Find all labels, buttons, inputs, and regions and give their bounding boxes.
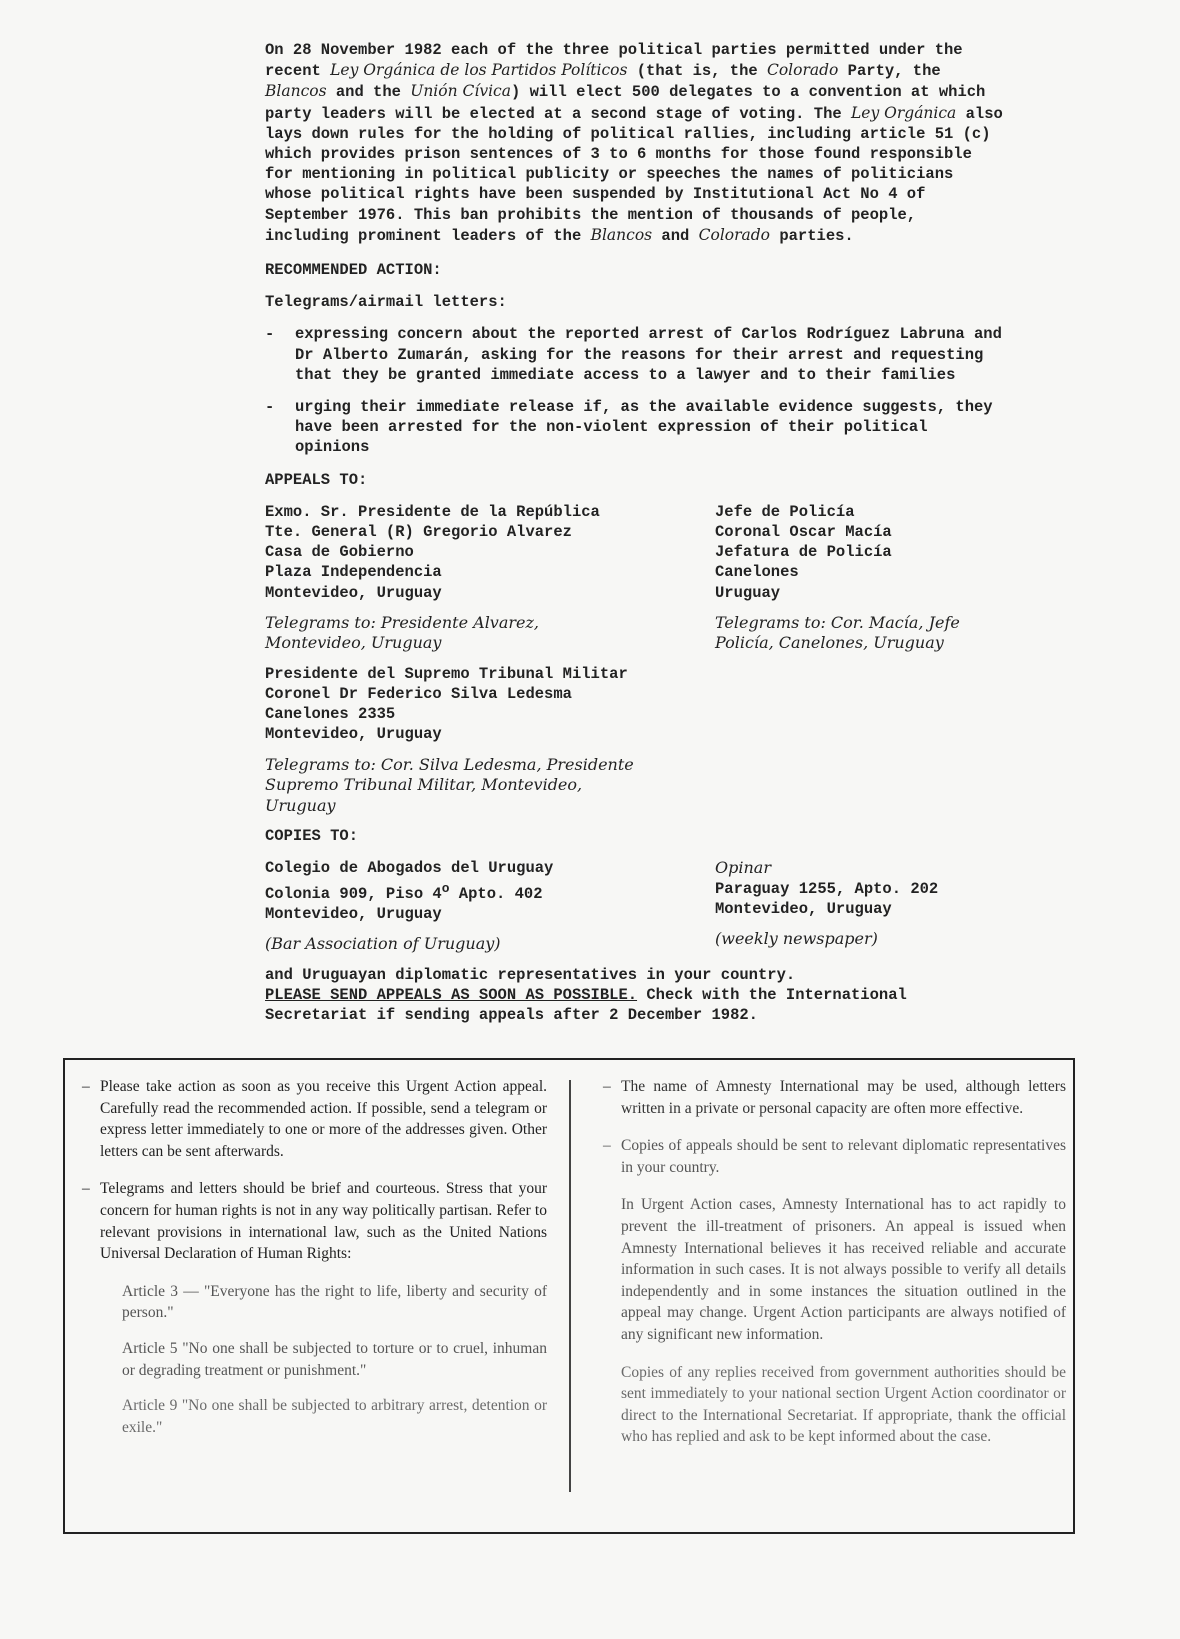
appeals-heading: APPEALS TO: — [265, 470, 368, 489]
party-name: Blancos — [590, 225, 653, 244]
text-run: Colonia 909, Piso 4 — [265, 884, 442, 903]
instruction-text: The name of Amnesty International may be used, although letters written in a private or personal capacity are often more effective. — [621, 1078, 1066, 1117]
diplomatic-line: and Uruguayan diplomatic representatives in your country. — [265, 965, 796, 984]
address-line: Jefatura de Policía — [715, 543, 892, 562]
telegram-instruction — [265, 613, 715, 654]
address-line: Presidente del Supremo Tribunal Militar — [265, 664, 628, 683]
party-name: Blancos — [265, 82, 327, 101]
law-title: Ley Orgánica de los Partidos Políticos — [330, 61, 628, 80]
bullet-dash: – — [603, 1137, 611, 1155]
bullet-dash: - — [265, 325, 275, 344]
article-3-quote: Article 3 — "Everyone has the right to life, liberty and security of person." — [122, 1282, 547, 1322]
recommended-subheading: Telegrams/airmail letters: — [265, 293, 507, 312]
article-5-quote: Article 5 "No one shall be subjected to torture or to cruel, inhuman or degrading treatment or punishment." — [122, 1339, 547, 1379]
text-run: (that is, the — [627, 62, 767, 81]
copy-note: (Bar Association of Uruguay) — [265, 934, 501, 954]
bullet-dash: - — [265, 398, 275, 417]
recommended-bullet-1 — [265, 324, 1005, 385]
urgent-notice: PLEASE SEND APPEALS AS SOON AS POSSIBLE. — [265, 985, 638, 1004]
address-line: Montevideo, Uruguay — [265, 583, 442, 602]
address-line: Jefe de Policía — [715, 502, 855, 521]
party-name: Colorado — [766, 61, 839, 80]
instruction-text: Please take action as soon as you receive this Urgent Action appeal. Carefully read the recommended action. If possible, send a telegram or express letter immediately to one or more of the addresses given. Other letters can be sent afterwards. — [100, 1078, 547, 1160]
address-line: Coronel Dr Federico Silva Ledesma — [265, 685, 572, 704]
instruction-text: Telegrams and letters should be brief and courteous. Stress that your concern for human rights is not in any way politically partisan. Refer to relevant provisions in international law, such as the United Nations Universal Declaration of Human Rights: — [100, 1180, 547, 1263]
text-run: also lays down rules for the holding of political rallies, including article 51 (c) which provides prison sentences of 3 to 6 months for those found responsible for mentioning in political publicity or speeches the names of politicians whose political rights have been suspended by Institutional Act No 4 of September 1976. This ban prohibits the mention of thousands of people, including prominent leaders of the — [265, 104, 1003, 245]
copy-note: (weekly newspaper) — [715, 929, 878, 949]
copy-bar-association — [265, 858, 715, 954]
telegram-line: Supremo Tribunal Militar, Montevideo, — [265, 775, 583, 795]
copy-newspaper — [715, 858, 1005, 954]
bullet-text: urging their immediate release if, as the available evidence suggests, they have been arrested for the non-violent expression of their political opinions — [295, 398, 993, 457]
superscript: o — [441, 880, 450, 896]
copies-columns — [265, 858, 1005, 954]
instruction-item — [603, 1076, 1066, 1119]
law-title: Ley Orgánica — [851, 103, 957, 122]
address-line: Plaza Independencia — [265, 563, 442, 582]
box-divider — [569, 1080, 571, 1492]
intro-paragraph — [265, 40, 1005, 246]
address-line: Casa de Gobierno — [265, 543, 414, 562]
address-line: Montevideo, Uruguay — [265, 904, 442, 923]
address-block — [715, 502, 1005, 603]
instruction-item — [82, 1178, 547, 1264]
text-run: Secretariat if sending appeals after 2 December 1982. — [265, 1006, 758, 1025]
address-line: Canelones — [715, 563, 799, 582]
instruction-text: Copies of appeals should be sent to relevant diplomatic representatives in your country. — [621, 1137, 1066, 1176]
text-run: and — [652, 226, 699, 245]
text-run: On 28 November 1982 each of the three political parties permitted under the recent — [265, 41, 963, 81]
address-line: Colegio de Abogados del Uruguay — [265, 859, 554, 878]
telegram-line: Telegrams to: Cor. Macía, Jefe — [715, 612, 960, 632]
appeal-police-chief — [715, 502, 1005, 654]
telegram-line: Montevideo, Uruguay — [265, 633, 442, 653]
address-line: Canelones 2335 — [265, 705, 396, 724]
instruction-item — [603, 1135, 1066, 1178]
appeals-columns — [265, 502, 1005, 654]
address-block — [265, 502, 715, 603]
newspaper-name: Opinar — [715, 858, 771, 878]
address-line: Uruguay — [715, 583, 781, 602]
telegram-instruction — [715, 613, 1005, 654]
copies-heading: COPIES TO: — [265, 827, 359, 846]
text-run: Apto. 402 — [449, 884, 543, 903]
telegram-line: Telegrams to: Cor. Silva Ledesma, Presidente — [265, 754, 634, 774]
bullet-dash: – — [603, 1078, 611, 1095]
address-line — [265, 879, 715, 904]
telegram-line: Policía, Canelones, Uruguay — [715, 633, 944, 653]
instruction-item — [82, 1076, 547, 1162]
typed-text — [265, 40, 1005, 1025]
recommended-bullet-2 — [265, 397, 1005, 458]
bullet-text: expressing concern about the reported arrest of Carlos Rodríguez Labruna and Dr Alberto Zumarán, asking for the reasons for their arrest and requesting that they be granted immediate access to a lawyer and to their families — [295, 325, 1002, 384]
telegram-instruction — [265, 755, 1005, 817]
address-line: Montevideo, Uruguay — [715, 900, 892, 919]
address-line: Exmo. Sr. Presidente de la República — [265, 502, 600, 521]
address-block — [715, 858, 1005, 919]
box-right-column — [603, 1076, 1066, 1464]
box-left-column — [82, 1076, 547, 1452]
bullet-dash: – — [82, 1078, 90, 1095]
telegram-line: Telegrams to: Presidente Alvarez, — [265, 612, 540, 632]
recommended-heading: RECOMMENDED ACTION: — [265, 261, 442, 280]
replies-instruction: Copies of any replies received from government authorities should be sent immediately to your national section Urgent Action coordinator or direct to the International Secretariat. If appropriate, thank the official who has replied and ask to be kept informed about the case. — [621, 1363, 1066, 1446]
address-block — [265, 858, 715, 924]
text-run: and the — [326, 83, 411, 102]
final-instruction — [265, 985, 1005, 1025]
telegram-line: Uruguay — [265, 795, 336, 815]
appeal-military-tribunal — [265, 664, 1005, 745]
text-run: parties. — [770, 226, 854, 245]
urgent-action-explanation: In Urgent Action cases, Amnesty International has to act rapidly to prevent the ill-treatment of prisoners. An appeal is issued when Amnesty International believes it has received reliable and accurate information in such cases. It is not always possible to verify all details independently and in some instances the situation outlined in the appeal may change. Urgent Action participants are always notified of any significant new information. — [621, 1196, 1066, 1343]
address-line: Montevideo, Uruguay — [265, 725, 442, 744]
article-9-quote: Article 9 "No one shall be subjected to arbitrary arrest, detention or exile." — [122, 1397, 547, 1436]
bullet-dash: – — [82, 1180, 90, 1198]
address-line: Paraguay 1255, Apto. 202 — [715, 879, 939, 898]
text-run: Party, the — [838, 62, 941, 81]
text-run: Check with the International — [637, 985, 907, 1004]
party-name: Unión Cívica — [410, 82, 511, 101]
address-line: Tte. General (R) Gregorio Alvarez — [265, 523, 572, 542]
address-line: Coronal Oscar Macía — [715, 523, 892, 542]
party-name: Colorado — [698, 225, 771, 244]
appeal-president — [265, 502, 715, 654]
text-run: ) will elect 500 delegates to a convention at which party leaders will be elected at a second stage of voting. The — [265, 83, 986, 123]
